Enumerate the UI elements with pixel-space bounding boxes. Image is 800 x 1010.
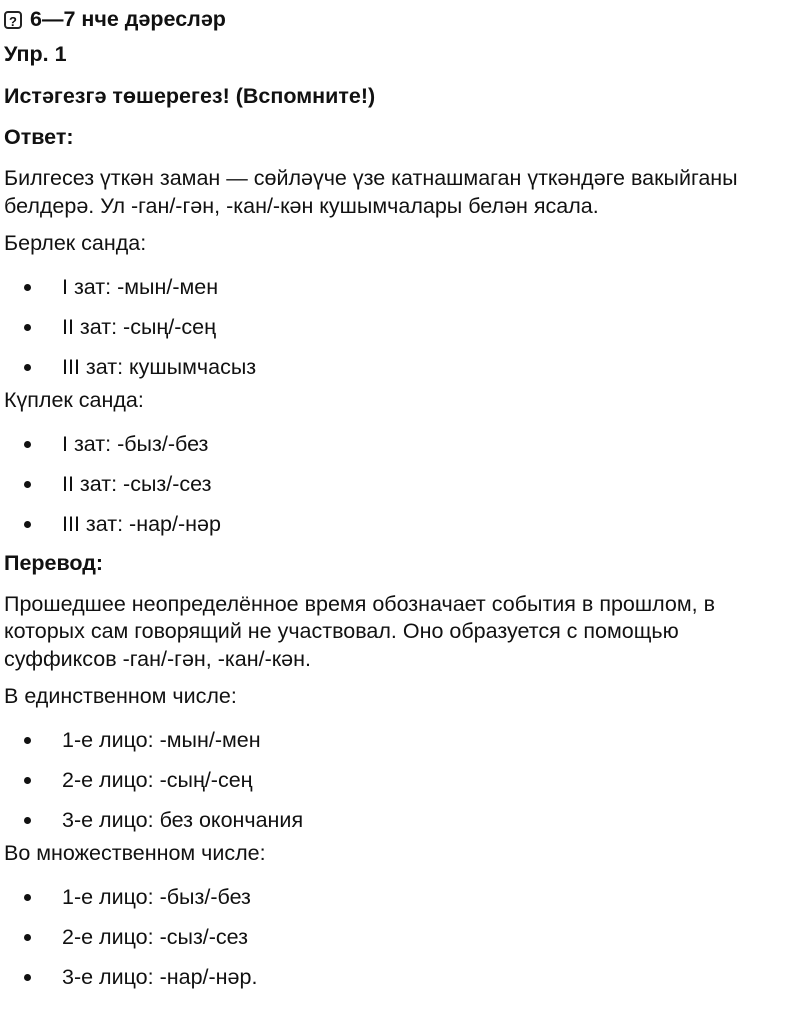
list-item: 1-е лицо: -быз/-без	[4, 877, 794, 917]
list-item: I зат: -мын/-мен	[4, 267, 794, 307]
answer-intro: Билгесез үткән заман — сөйләүче үзе катнашмаган үткәндәге вакыйганы белдерә. Ул -ган/-гән, -кан/-кән кушымчалары белән ясала.	[4, 165, 738, 218]
translation-singular-list	[4, 720, 794, 840]
list-item: 1-е лицо: -мын/-мен	[4, 720, 794, 760]
lesson-title-text: 6—7 нче дәресләр	[30, 7, 226, 32]
list-item: III зат: -нар/-нәр	[4, 504, 794, 544]
translation-heading: Перевод:	[4, 550, 104, 575]
translation-plural-list	[4, 877, 794, 997]
answer-singular-heading: Берлек санда:	[4, 230, 147, 255]
answer-heading: Ответ:	[4, 124, 74, 149]
list-item: 2-е лицо: -сыз/-сез	[4, 917, 794, 957]
question-box-icon: ?	[4, 11, 22, 29]
list-item: II зат: -сыз/-сез	[4, 464, 794, 504]
list-item: 2-е лицо: -сың/-сең	[4, 760, 794, 800]
list-item: I зат: -быз/-без	[4, 424, 794, 464]
list-item: 3-е лицо: без окончания	[4, 800, 794, 840]
lesson-title	[4, 0, 794, 38]
list-item: III зат: кушымчасыз	[4, 347, 794, 387]
list-item: II зат: -сың/-сең	[4, 307, 794, 347]
list-item: 3-е лицо: -нар/-нәр.	[4, 957, 794, 997]
task-title: Истәгезгә төшерегез! (Вспомните!)	[4, 83, 376, 108]
answer-singular-list	[4, 267, 794, 387]
answer-plural-list	[4, 424, 794, 544]
translation-singular-heading: В единственном числе:	[4, 684, 237, 709]
exercise-number: Упр. 1	[4, 42, 67, 66]
translation-intro: Прошедшее неопределённое время обозначает события в прошлом, в которых сам говорящий не участвовал. Оно образуется с помощью суффиксов -ган/-гән, -кан/-кән.	[4, 591, 716, 672]
translation-plural-heading: Во множественном числе:	[4, 841, 266, 866]
answer-plural-heading: Күплек санда:	[4, 387, 144, 412]
